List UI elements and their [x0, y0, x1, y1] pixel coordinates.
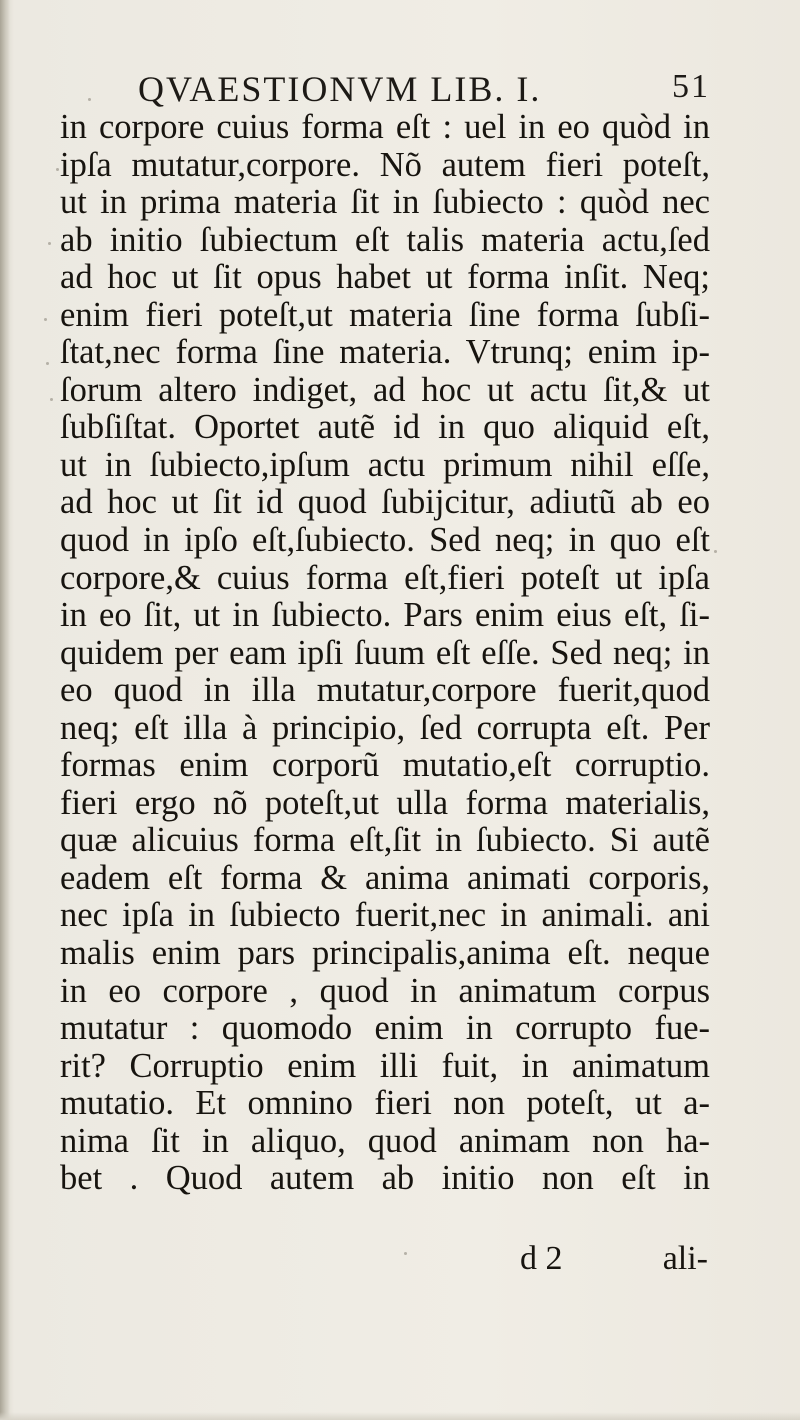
text-line: fieri ergo nõ poteſt,ut ulla forma materialis, [60, 783, 710, 822]
page-gutter-edge [0, 0, 10, 1420]
text-line: ſtat,nec forma ſine materia. Vtrunq; enim ip- [60, 333, 710, 372]
text-line: quæ alicuius forma eſt,ſit in ſubiecto. Si autẽ [60, 821, 710, 860]
text-line: in corpore cuius forma eſt : uel in eo quòd in [60, 108, 710, 146]
page-bottom-edge [0, 1412, 800, 1420]
text-line: mutatur : quomodo enim in corrupto fue- [60, 1009, 710, 1048]
text-line: corpore,& cuius forma eſt,fieri poteſt ut ipſa [60, 558, 710, 597]
text-line: in eo corpore , quod in animatum corpus [60, 971, 710, 1010]
text-line: malis enim pars principalis,anima eſt. neque [60, 934, 710, 973]
text-line: quod in ipſo eſt,ſubiecto. Sed neq; in quo eſt [60, 521, 710, 560]
text-line: quidem per eam ipſi ſuum eſt eſſe. Sed neq; in [60, 633, 710, 672]
text-line: in eo ſit, ut in ſubiecto. Pars enim eius eſt, ſi- [60, 596, 710, 635]
text-line: ipſa mutatur,corpore. Nõ autem fieri poteſt, [60, 145, 710, 184]
paper-speck [48, 242, 51, 245]
text-line: eo quod in illa mutatur,corpore fuerit,quod [60, 671, 710, 710]
paper-speck [50, 398, 53, 401]
paper-speck [44, 318, 47, 321]
signature-mark: d 2 [520, 1240, 563, 1277]
text-line: mutatio. Et omnino fieri non poteſt, ut a- [60, 1084, 710, 1123]
running-head [138, 68, 710, 112]
text-line: nec ipſa in ſubiecto fuerit,nec in animali. ani [60, 896, 710, 935]
text-line: ut in prima materia ſit in ſubiecto : quòd nec [60, 183, 710, 222]
paper-speck [46, 362, 49, 365]
text-line: ut in ſubiecto,ipſum actu primum nihil eſſe, [60, 445, 710, 484]
paper-speck [56, 168, 59, 171]
catchword: ali- [662, 1240, 708, 1277]
page-number: 51 [672, 68, 710, 105]
text-line: ſorum altero indiget, ad hoc ut actu ſit,& ut [60, 370, 710, 409]
signature-line [516, 1240, 708, 1284]
text-line: formas enim corporũ mutatio,eſt corruptio. [60, 746, 710, 785]
text-line: eadem eſt forma & anima animati corporis, [60, 858, 710, 897]
paper-speck [88, 98, 91, 101]
text-line: ad hoc ut ſit id quod ſubijcitur, adiutũ ab eo [60, 483, 710, 522]
text-line: nima ſit in aliquo, quod animam non ha- [60, 1121, 710, 1160]
body-text [60, 109, 710, 1198]
text-line: ab initio ſubiectum eſt talis materia actu,ſed [60, 220, 710, 259]
text-line: ſubſiſtat. Oportet autẽ id in quo aliquid eſt, [60, 408, 710, 447]
paper-speck [714, 550, 717, 553]
text-line: enim fieri poteſt,ut materia ſine forma ſubſi- [60, 295, 710, 334]
text-line: ad hoc ut ſit opus habet ut forma inſit. Neq; [60, 258, 710, 297]
text-line: rit? Corruptio enim illi fuit, in animatum [60, 1046, 710, 1085]
text-line: neq; eſt illa à principio, ſed corrupta eſt. Per [60, 708, 710, 747]
text-line: bet . Quod autem ab initio non eſt in [60, 1159, 710, 1198]
running-title: QVAESTIONVM LIB. I. [138, 69, 542, 109]
paper-speck [404, 1252, 407, 1255]
